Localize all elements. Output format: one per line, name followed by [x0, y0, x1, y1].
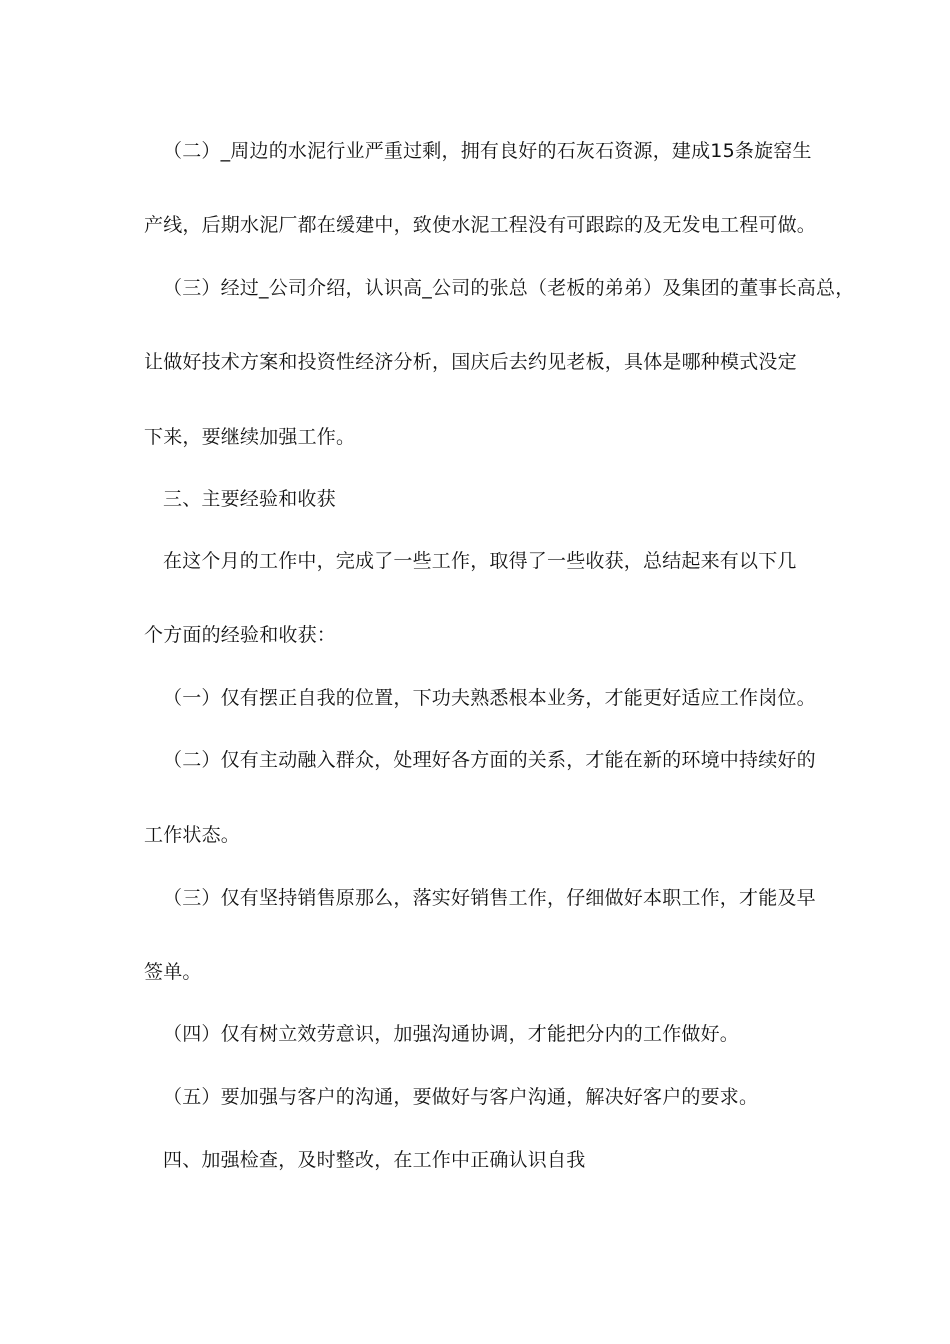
paragraph-line-3: （三）经过_公司介绍，认识高_公司的张总（老板的弟弟）及集团的董事长高总，: [163, 277, 855, 299]
list-item-1: （一）仅有摆正自我的位置，下功夫熟悉根本业务，才能更好适应工作岗位。: [163, 687, 816, 709]
paragraph-line-7: 在这个月的工作中，完成了一些工作，取得了一些收获，总结起来有以下几: [163, 550, 797, 572]
list-item-2: （二）仅有主动融入群众，处理好各方面的关系，才能在新的环境中持续好的: [163, 749, 816, 771]
list-item-3-cont: 签单。: [144, 961, 202, 983]
paragraph-line-2: 产线，后期水泥厂都在缓建中，致使水泥工程没有可跟踪的及无发电工程可做。: [144, 214, 817, 236]
list-item-3: （三）仅有坚持销售原那么，落实好销售工作，仔细做好本职工作，才能及早: [163, 887, 816, 909]
section-heading-4: 四、加强检查，及时整改，在工作中正确认识自我: [163, 1149, 586, 1171]
list-item-4: （四）仅有树立效劳意识，加强沟通协调，才能把分内的工作做好。: [163, 1023, 740, 1045]
paragraph-line-8: 个方面的经验和收获：: [144, 624, 337, 646]
list-item-5: （五）要加强与客户的沟通，要做好与客户沟通，解决好客户的要求。: [163, 1086, 759, 1108]
list-item-2-cont: 工作状态。: [144, 824, 241, 846]
paragraph-line-4: 让做好技术方案和投资性经济分析，国庆后去约见老板，具体是哪种模式没定: [144, 351, 797, 373]
paragraph-line-5: 下来，要继续加强工作。: [144, 426, 356, 448]
section-heading-3: 三、主要经验和收获: [163, 488, 336, 510]
paragraph-line-1: （二）_周边的水泥行业严重过剩，拥有良好的石灰石资源，建成15条旋窑生: [163, 140, 812, 162]
